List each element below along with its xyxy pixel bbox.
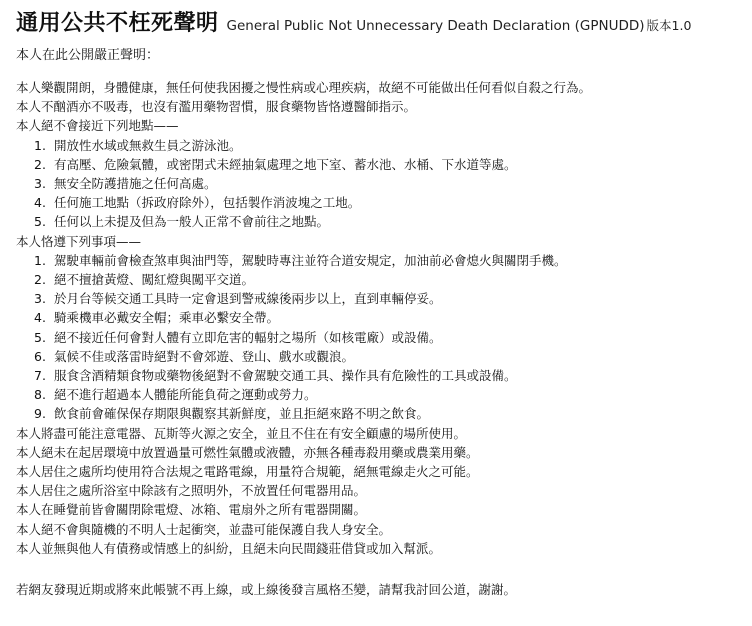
item-text: 飲食前會確保保存期限與觀察其新鮮度，並且拒絕來路不明之飲食。 xyxy=(54,406,430,422)
statement-line: 本人絕不會與隨機的不明人士起衝突，並盡可能保護自我人身安全。 xyxy=(16,521,392,537)
header xyxy=(16,6,742,40)
item-number: 5. xyxy=(34,329,46,345)
places-section xyxy=(16,116,742,231)
list-item xyxy=(16,404,742,423)
list-item xyxy=(16,136,742,155)
item-number: 5. xyxy=(34,214,46,230)
item-number: 1. xyxy=(34,137,46,153)
places-heading: 本人絕不會接近下列地點—— xyxy=(16,118,179,134)
english-title: General Public Not Unnecessary Death Declaration (GPNUDD) xyxy=(226,18,645,34)
list-item xyxy=(16,174,742,193)
item-text: 任何施工地點（拆政府除外），包括製作消波塊之工地。 xyxy=(54,195,361,211)
item-number: 1. xyxy=(34,252,46,268)
item-text: 於月台等候交通工具時一定會退到警戒線後兩步以上，直到車輛停妥。 xyxy=(54,291,442,307)
item-text: 絕不擅搶黃燈、闖紅燈與闖平交道。 xyxy=(54,272,255,288)
list-item xyxy=(16,328,742,347)
item-number: 2. xyxy=(34,156,46,172)
statement-line: 本人在睡覺前皆會關閉除電燈、冰箱、電扇外之所有電器開關。 xyxy=(16,502,367,518)
item-text: 開放性水域或無救生員之游泳池。 xyxy=(54,137,242,153)
item-number: 6. xyxy=(34,348,46,364)
item-number: 8. xyxy=(34,387,46,403)
statement-line: 本人並無與他人有債務或情感上的糾紛，且絕未向民間錢莊借貸或加入幫派。 xyxy=(16,540,442,556)
list-item xyxy=(16,366,742,385)
list-item xyxy=(16,155,742,174)
item-text: 騎乘機車必戴安全帽；乘車必繫安全帶。 xyxy=(54,310,280,326)
paragraph-health xyxy=(16,78,742,116)
intro-text: 本人在此公開嚴正聲明： xyxy=(16,48,160,63)
item-number: 2. xyxy=(34,272,46,288)
item-text: 任何以上未提及但為一般人正常不會前往之地點。 xyxy=(54,214,330,230)
item-text: 駕駛車輛前會檢查煞車與油門等，駕駛時專注並符合道安規定，加油前必會熄火與關閉手機。 xyxy=(54,252,567,268)
spacer xyxy=(16,66,742,78)
item-number: 3. xyxy=(34,176,46,192)
item-number: 4. xyxy=(34,195,46,211)
statement-line: 本人居住之處所浴室中除該有之照明外，不放置任何電器用品。 xyxy=(16,483,367,499)
statement-line: 本人居住之處所均使用符合法規之電路電線，用量符合規範，絕無電線走火之可能。 xyxy=(16,464,479,480)
statement-line: 本人不酗酒亦不吸毒，也沒有濫用藥物習慣，服食藥物皆恪遵醫師指示。 xyxy=(16,99,417,115)
list-item xyxy=(16,251,742,270)
statement-line: 本人將盡可能注意電器、瓦斯等火源之安全，並且不住在有安全顧慮的場所使用。 xyxy=(16,425,467,441)
statement-line: 本人樂觀開朗，身體健康，無任何使我困擾之慢性病或心理疾病，故絕不可能做出任何看似自殺之行為。 xyxy=(16,80,592,95)
list-item xyxy=(16,347,742,366)
item-number: 4. xyxy=(34,310,46,326)
paragraph-safety xyxy=(16,424,742,558)
list-item xyxy=(16,193,742,212)
version-label: 版本1.0 xyxy=(646,18,692,33)
rules-heading: 本人恪遵下列事項—— xyxy=(16,233,142,249)
item-text: 無安全防護措施之任何高處。 xyxy=(54,176,217,192)
item-text: 氣候不佳或落雷時絕對不會郊遊、登山、戲水或觀浪。 xyxy=(54,348,355,364)
item-text: 有高壓、危險氣體，或密閉式未經抽氣處理之地下室、蓄水池、水桶、下水道等處。 xyxy=(54,156,517,172)
closing-text: 若網友發現近期或將來此帳號不再上線，或上線後發言風格丕變，請幫我討回公道，謝謝。 xyxy=(16,582,517,598)
item-text: 絕不接近任何會對人體有立即危害的輻射之場所（如核電廠）或設備。 xyxy=(54,329,442,345)
list-item xyxy=(16,270,742,289)
item-number: 7. xyxy=(34,368,46,384)
statement-line: 本人絕未在起居環境中放置過量可燃性氣體或液體，亦無各種毒殺用藥或農業用藥。 xyxy=(16,444,479,460)
page-title: 通用公共不枉死聲明 xyxy=(16,11,219,36)
item-text: 服食含酒精類食物或藥物後絕對不會駕駛交通工具、操作具有危險性的工具或設備。 xyxy=(54,368,517,384)
rules-section xyxy=(16,232,742,424)
list-item xyxy=(16,385,742,404)
places-list xyxy=(16,136,742,232)
list-item xyxy=(16,308,742,327)
list-item xyxy=(16,212,742,231)
rules-list xyxy=(16,251,742,424)
item-text: 絕不進行超過本人體能所能負荷之運動或勞力。 xyxy=(54,387,317,403)
list-item xyxy=(16,289,742,308)
item-number: 3. xyxy=(34,291,46,307)
item-number: 9. xyxy=(34,406,46,422)
